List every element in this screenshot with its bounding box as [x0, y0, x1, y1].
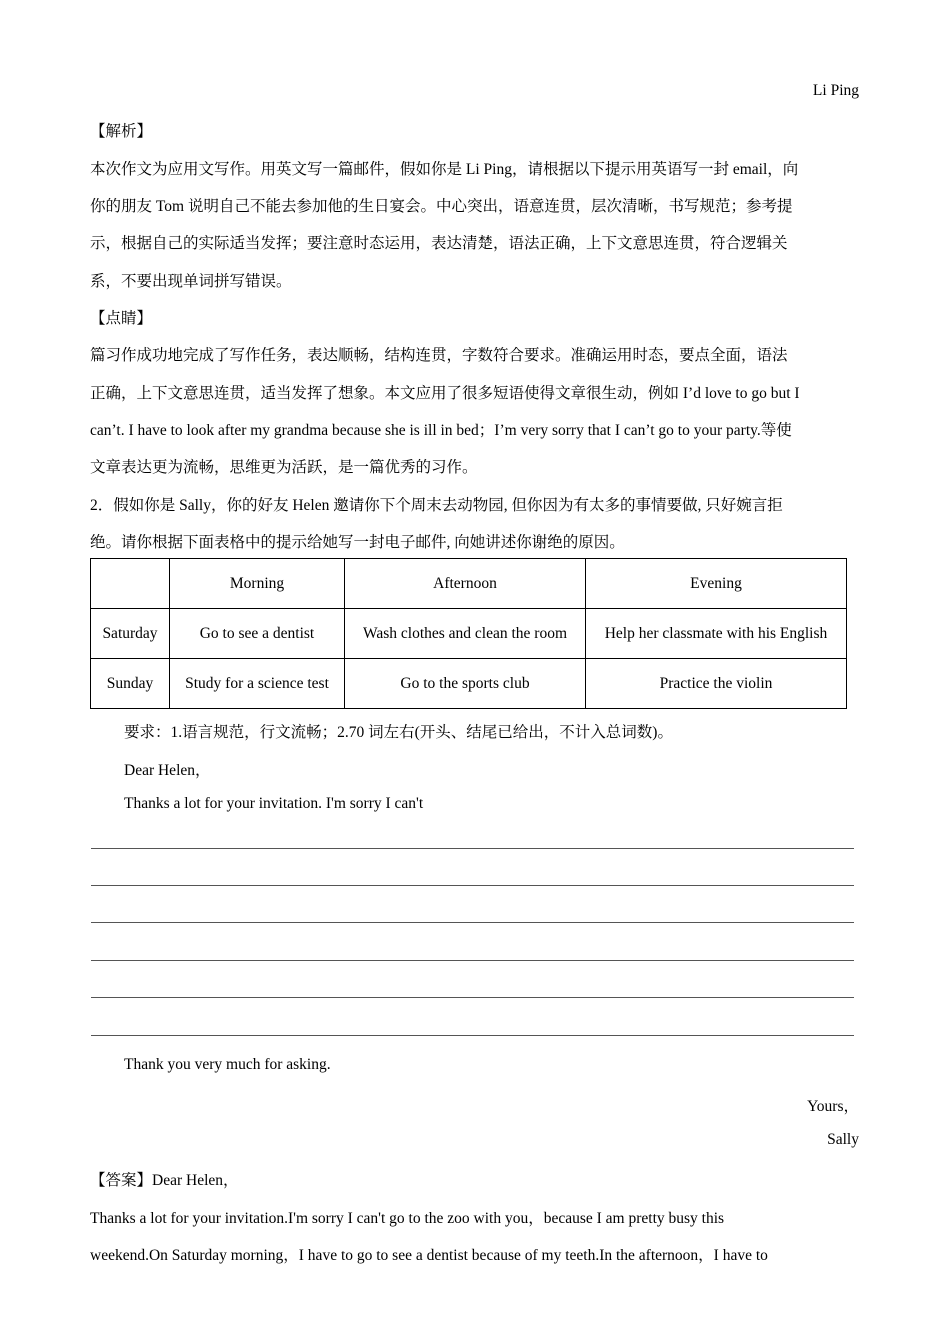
table-cell: Practice the violin — [586, 659, 847, 709]
letter-signoff: Yours， — [807, 1098, 859, 1115]
analysis-line: 示，根据自己的实际适当发挥；要注意时态运用，表达清楚，语法正确，上下文意思连贯，符合逻辑关 — [90, 235, 788, 252]
analysis-line: 你的朋友 Tom 说明自己不能去参加他的生日宴会。中心突出，语意连贯，层次清晰，书写规范；参考提 — [90, 198, 793, 215]
answer-blank-line — [91, 960, 854, 961]
analysis-line: 系，不要出现单词拼写错误。 — [90, 273, 292, 290]
question-prompt: 绝。请你根据下面表格中的提示给她写一封电子邮件, 向她讲述你谢绝的原因。 — [90, 534, 625, 551]
table-row-label: Saturday — [91, 609, 170, 659]
table-header-cell: Evening — [586, 559, 847, 609]
comment-line: 篇习作成功地完成了写作任务，表达顺畅，结构连贯，字数符合要求。准确运用时态，要点全面，语法 — [90, 347, 788, 364]
table-header-cell: Morning — [170, 559, 345, 609]
answer-blank-line — [91, 997, 854, 998]
answer-blank-line — [91, 885, 854, 886]
table-header-cell: Afternoon — [345, 559, 586, 609]
answer-heading — [90, 1168, 239, 1190]
table-cell: Wash clothes and clean the room — [345, 609, 586, 659]
letter-salutation: Dear Helen， — [124, 762, 211, 779]
writing-requirement: 要求：1.语言规范，行文流畅；2.70 词左右(开头、结尾已给出，不计入总词数)。 — [124, 724, 673, 741]
table-row-label: Sunday — [91, 659, 170, 709]
answer-salutation: Dear Helen， — [152, 1172, 239, 1189]
comment-tag: 【点睛】 — [90, 310, 153, 327]
comment-line: 正确，上下文意思连贯，适当发挥了想象。本文应用了很多短语使得文章很生动，例如 I’d love to go but I — [90, 385, 800, 402]
letter-opening: Thanks a lot for your invitation. I'm sorry I can't — [124, 795, 424, 812]
comment-line: can’t. I have to look after my grandma because she is ill in bed；I’m very sorry that I can’t go to your party.等使 — [90, 422, 792, 439]
answer-tag: 【答案】 — [90, 1172, 153, 1189]
table-cell: Help her classmate with his English — [586, 609, 847, 659]
question-prompt: 2．假如你是 Sally，你的好友 Helen 邀请你下个周末去动物园, 但你因为有太多的事情要做, 只好婉言拒 — [90, 497, 783, 514]
table-header-row — [91, 559, 847, 609]
answer-blank-line — [91, 922, 854, 923]
analysis-line: 本次作文为应用文写作。用英文写一篇邮件，假如你是 Li Ping，请根据以下提示用英语写一封 email，向 — [90, 161, 799, 178]
table-cell: Go to the sports club — [345, 659, 586, 709]
answer-blank-line — [91, 848, 854, 849]
letter-signature: Sally — [827, 1131, 859, 1148]
table-cell: Study for a science test — [170, 659, 345, 709]
author-name: Li Ping — [812, 82, 859, 99]
answer-blank-line — [91, 1035, 854, 1036]
table-cell: Go to see a dentist — [170, 609, 345, 659]
table-row — [91, 659, 847, 709]
analysis-tag: 【解析】 — [90, 123, 153, 140]
answer-line: Thanks a lot for your invitation.I'm sorry I can't go to the zoo with you，because I am pretty busy this — [90, 1210, 725, 1227]
comment-line: 文章表达更为流畅，思维更为活跃，是一篇优秀的习作。 — [90, 459, 478, 476]
table-row — [91, 609, 847, 659]
answer-line: weekend.On Saturday morning，I have to go to see a dentist because of my teeth.In the afternoon，I have to — [90, 1247, 768, 1264]
letter-closing: Thank you very much for asking. — [124, 1056, 331, 1073]
table-corner-cell — [91, 559, 170, 609]
schedule-table — [90, 558, 847, 709]
